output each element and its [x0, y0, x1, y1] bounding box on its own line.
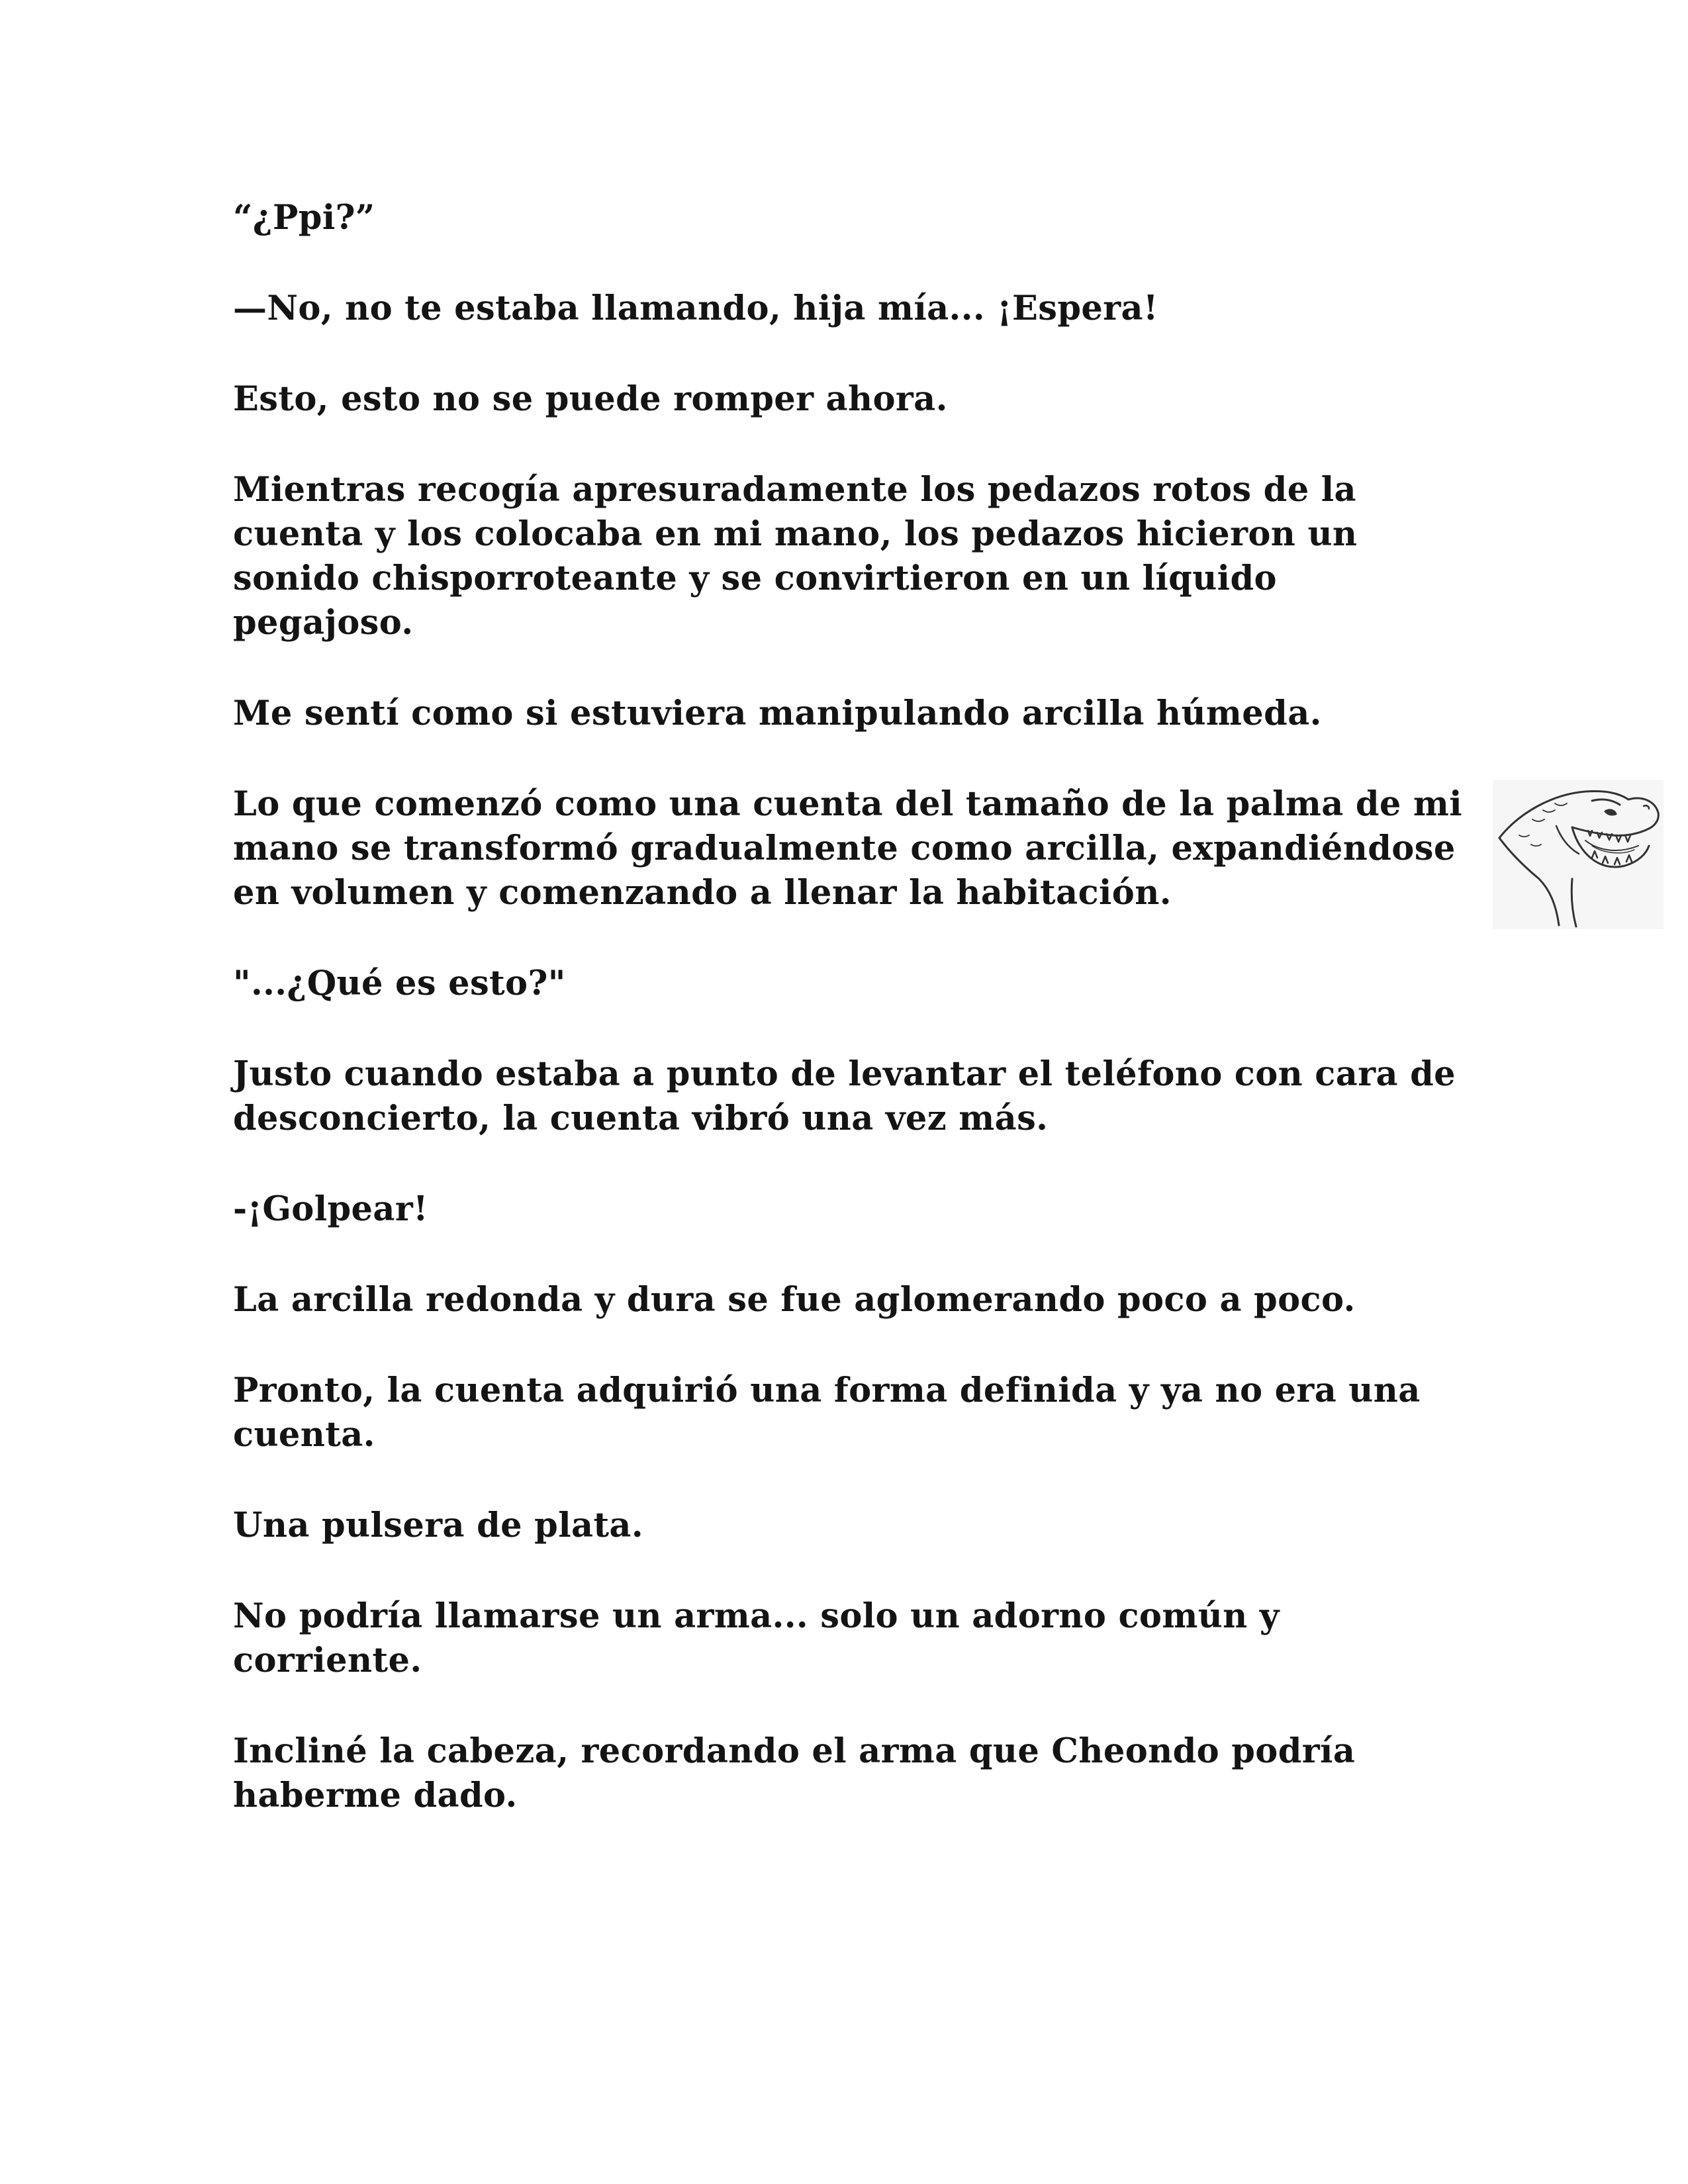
paragraph: La arcilla redonda y dura se fue aglomerando poco a poco. [233, 1280, 1356, 1320]
paragraph: —No, no te estaba llamando, hija mía... ¡Espera! [233, 289, 1158, 328]
paragraph: Una pulsera de plata. [233, 1506, 644, 1545]
paragraph: “¿Ppi?” [233, 198, 375, 238]
paragraph: No podría llamarse un arma... solo un adorno común y corriente. [233, 1596, 1280, 1680]
paragraph: "...¿Qué es esto?" [233, 964, 566, 1003]
paragraph: Me sentí como si estuviera manipulando arcilla húmeda. [233, 694, 1322, 733]
paragraph: Pronto, la cuenta adquirió una forma definida y ya no era una cuenta. [233, 1371, 1421, 1455]
dinosaur-head-sketch-icon [1493, 780, 1664, 929]
paragraph: Esto, esto no se puede romper ahora. [233, 379, 948, 419]
paragraph: Mientras recogía apresuradamente los pedazos rotos de la cuenta y los colocaba en mi mano, los pedazos hicieron un sonido chisporroteante y se convirtieron en un líquido pegajoso. [233, 470, 1358, 643]
paragraph: -¡Golpear! [233, 1189, 428, 1229]
paragraph: Incliné la cabeza, recordando el arma que Cheondo podría haberme dado. [233, 1731, 1356, 1815]
paragraph: Justo cuando estaba a punto de levantar el teléfono con cara de desconcierto, la cuenta vibró una vez más. [233, 1054, 1456, 1138]
body-text [233, 196, 1464, 1818]
paragraph: Lo que comenzó como una cuenta del tamaño de la palma de mi mano se transformó gradualmente como arcilla, expandiéndose en volumen y comenzando a llenar la habitación. [233, 784, 1463, 913]
